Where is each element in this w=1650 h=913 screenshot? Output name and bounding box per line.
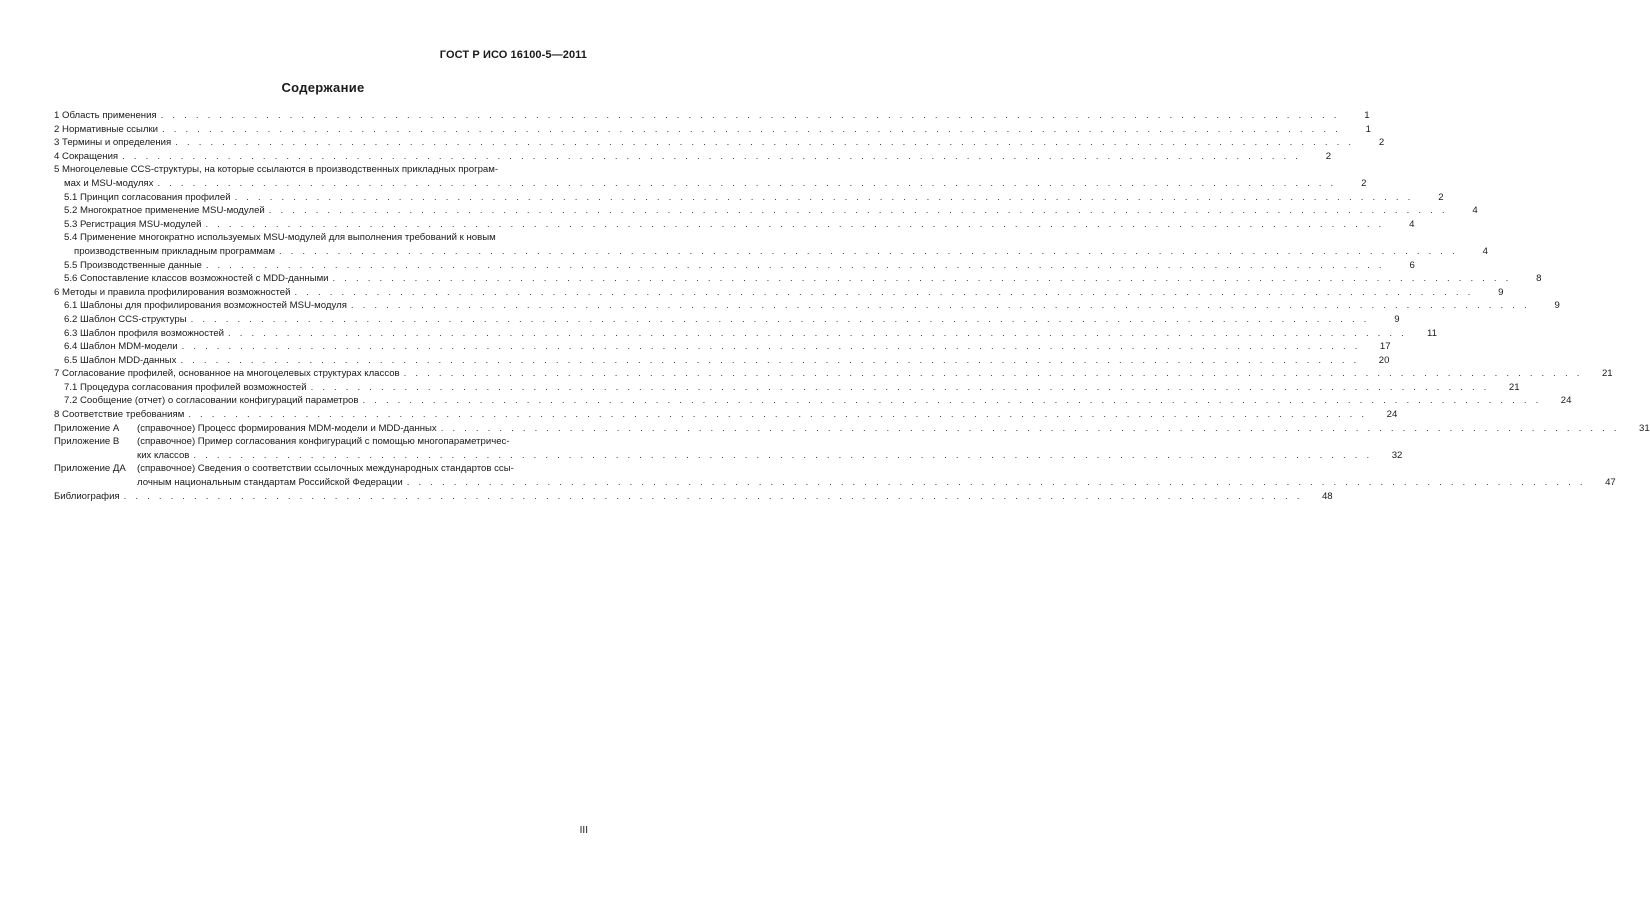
leader-dots — [407, 476, 1586, 490]
toc-entry[interactable] — [54, 218, 1415, 232]
toc-page: 6 — [1409, 259, 1415, 271]
toc-number: 5 — [54, 164, 60, 176]
toc-text: Библиография — [54, 490, 120, 502]
toc-page: 2 — [1361, 177, 1367, 189]
toc-text: 6.3 Шаблон профиля возможностей — [64, 327, 225, 339]
toc-page: 47 — [1605, 477, 1616, 489]
toc-text: 5.2 Многократное применение MSU-модулей — [64, 205, 265, 217]
toc-page: 9 — [1554, 300, 1560, 312]
leader-dots — [122, 150, 1301, 164]
leader-dots — [161, 109, 1340, 123]
leader-dots — [295, 286, 1474, 300]
toc-page: 31 — [1639, 422, 1650, 434]
toc-entry[interactable] — [54, 394, 1572, 408]
toc-entry[interactable] — [54, 354, 1390, 368]
toc-number: 3 — [54, 137, 60, 149]
toc-text: 6.1 Шаблоны для профилирования возможностей MSU-модуля — [64, 300, 347, 312]
leader-dots — [279, 245, 1458, 259]
toc-text: Соответствие требованиям — [62, 409, 185, 421]
toc-text-continued: лочным национальным стандартам Российской Федерации — [137, 477, 403, 489]
toc-entry[interactable] — [54, 150, 1332, 164]
page-title: Содержание — [281, 80, 365, 95]
toc-text: 5.4 Применение многократно используемых MSU-модулей для выполнения требований к новым — [64, 232, 496, 244]
toc-text: 6.5 Шаблон MDD-данных — [64, 354, 177, 366]
toc-page: 1 — [1364, 110, 1370, 121]
toc-entry[interactable] — [54, 272, 1542, 286]
toc-text: (справочное) Процесс формирования MDM-модели и MDD-данных — [137, 422, 437, 434]
toc-page: 21 — [1601, 368, 1613, 380]
toc-text: 5.5 Производственные данные — [64, 259, 202, 271]
leader-dots — [404, 367, 1583, 381]
toc-entry[interactable] — [54, 367, 1613, 381]
toc-entry[interactable] — [54, 163, 1367, 190]
appendix-label: Приложение А — [54, 422, 120, 434]
toc-entry[interactable] — [54, 313, 1400, 327]
toc-text-continued: ких классов — [137, 449, 190, 461]
leader-dots — [311, 381, 1490, 395]
toc-entry-bibliography[interactable] — [54, 490, 1333, 504]
leader-dots — [180, 354, 1359, 368]
leader-dots — [362, 394, 1541, 408]
toc-entry[interactable] — [54, 259, 1415, 273]
leader-dots — [175, 136, 1354, 150]
toc-text: 5.1 Принцип согласования профилей — [64, 191, 231, 203]
leader-dots — [205, 218, 1384, 232]
leader-dots — [235, 191, 1414, 205]
toc-number: 4 — [54, 150, 60, 162]
appendix-label: Приложение В — [54, 436, 120, 448]
toc-entry[interactable] — [54, 231, 1488, 258]
toc-text: 7.1 Процедура согласования профилей возможностей — [64, 381, 307, 393]
toc-text: 5.6 Сопоставление классов возможностей с MDD-данными — [64, 273, 329, 285]
toc-entry[interactable] — [54, 286, 1504, 300]
toc-entry[interactable] — [54, 123, 1371, 137]
toc-page: 2 — [1438, 191, 1444, 203]
leader-dots — [269, 204, 1448, 218]
toc-entry[interactable] — [54, 327, 1438, 341]
toc-entry[interactable] — [54, 109, 1370, 123]
leader-dots — [333, 272, 1512, 286]
toc-entry[interactable] — [54, 340, 1391, 354]
toc-page: 4 — [1472, 205, 1478, 217]
toc-text-continued: мах и MSU-модулях — [64, 177, 154, 189]
toc-page: 8 — [1536, 273, 1542, 285]
toc-page: 32 — [1391, 449, 1403, 461]
toc-appendix-entry[interactable] — [54, 462, 1616, 489]
toc-number: 8 — [54, 409, 60, 421]
toc-page: 9 — [1498, 286, 1504, 298]
toc-text: Нормативные ссылки — [62, 123, 159, 135]
toc-appendix-entry[interactable] — [54, 435, 1403, 462]
toc-page: 24 — [1386, 409, 1398, 421]
toc-number: 7 — [54, 368, 60, 380]
document-header: ГОСТ Р ИСО 16100-5—2011 — [439, 49, 587, 61]
toc-text: 6.2 Шаблон CCS-структуры — [64, 313, 187, 325]
toc-text: 6.4 Шаблон MDM-модели — [64, 341, 178, 353]
toc-text: Методы и правила профилирования возможностей — [62, 286, 291, 298]
toc-page: 20 — [1378, 354, 1390, 366]
toc-page: 2 — [1325, 150, 1332, 162]
toc-number: 1 — [54, 110, 60, 121]
toc-text: Согласование профилей, основанное на многоцелевых структурах классов — [62, 368, 400, 380]
toc-page: 17 — [1379, 341, 1391, 353]
toc-page: 9 — [1394, 313, 1400, 325]
leader-dots — [162, 123, 1341, 137]
page-number: III — [579, 825, 588, 836]
toc-text: Сокращения — [62, 150, 119, 162]
toc-entry[interactable] — [54, 191, 1444, 205]
toc-text: (справочное) Сведения о соответствии ссылочных международных стандартов ссы- — [137, 463, 514, 475]
leader-dots — [188, 408, 1367, 422]
toc-page: 24 — [1560, 395, 1572, 407]
toc-number: 6 — [54, 286, 60, 298]
toc-text: Область применения — [62, 110, 157, 121]
toc-text-continued: производственным прикладным программам — [74, 245, 275, 257]
toc-page: 4 — [1409, 218, 1415, 230]
toc-text: Термины и определения — [62, 137, 172, 149]
leader-dots — [351, 299, 1530, 313]
toc-text: (справочное) Пример согласования конфигураций с помощью многопараметричес- — [137, 436, 510, 448]
leader-dots — [124, 490, 1303, 504]
toc-page: 1 — [1365, 123, 1371, 135]
toc-text: 5.3 Регистрация MSU-модулей — [64, 218, 202, 230]
toc-entry[interactable] — [54, 408, 1398, 422]
toc-entry[interactable] — [54, 136, 1385, 150]
table-of-contents — [54, 109, 1650, 503]
leader-dots — [206, 259, 1385, 273]
toc-page: 21 — [1508, 381, 1520, 393]
leader-dots — [157, 177, 1336, 191]
toc-appendix-entry[interactable] — [54, 422, 1650, 436]
leader-dots — [441, 422, 1620, 436]
leader-dots — [182, 340, 1361, 354]
toc-page: 2 — [1378, 137, 1385, 149]
leader-dots — [228, 327, 1407, 341]
leader-dots — [193, 449, 1372, 463]
appendix-label: Приложение ДА — [54, 463, 126, 475]
toc-text: 7.2 Сообщение (отчет) о согласовании конфигураций параметров — [64, 395, 359, 407]
toc-entry[interactable] — [54, 299, 1560, 313]
leader-dots — [191, 313, 1370, 327]
toc-entry[interactable] — [54, 381, 1520, 395]
toc-page: 4 — [1482, 245, 1488, 257]
toc-page: 11 — [1427, 327, 1438, 339]
toc-page: 48 — [1321, 490, 1333, 502]
toc-number: 2 — [54, 123, 60, 135]
toc-entry[interactable] — [54, 204, 1478, 218]
toc-text: Многоцелевые CCS-структуры, на которые ссылаются в производственных прикладных програм- — [62, 164, 499, 176]
